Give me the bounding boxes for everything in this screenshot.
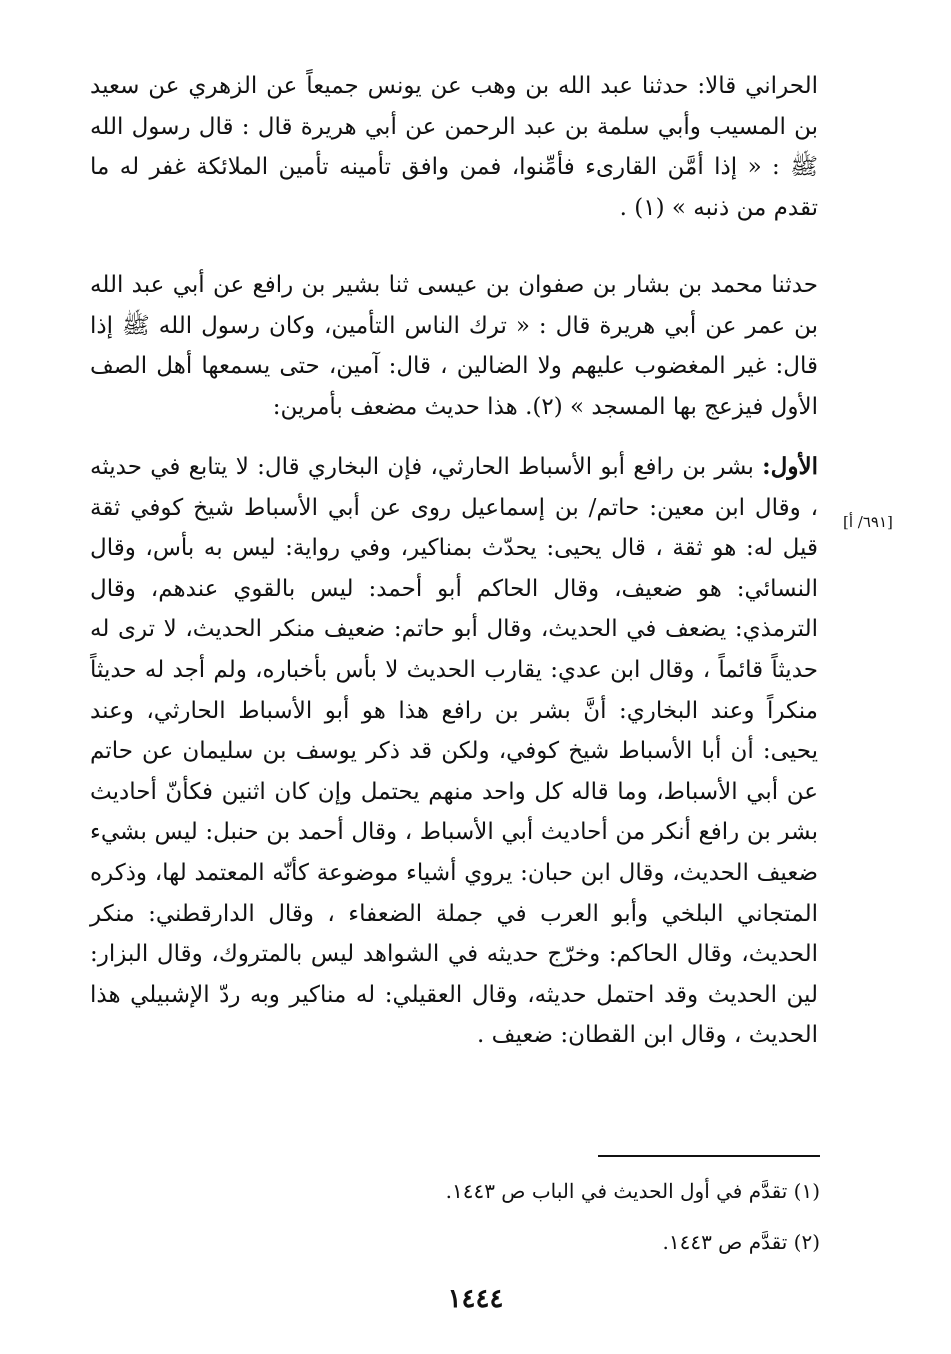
paragraph-1 [90,66,818,228]
footnote-2: (٢) تقدَّم ص ١٤٤٣. [662,1230,820,1254]
footnote-divider [598,1155,820,1157]
manuscript-folio-marker: [٦٩١/ أ] [843,513,893,531]
paragraph-2 [90,265,818,427]
footnote-1: (١) تقدَّم في أول الحديث في الباب ص ١٤٤٣. [445,1179,820,1203]
paragraph-text: الحراني قالا: حدثنا عبد الله بن وهب عن يونس جميعاً عن الزهري عن سعيد بن المسيب وأبي سلمة بن عبد الرحمن عن أبي هريرة قال : قال رسول الله ﷺ : « إذا أمَّن القارىء فأمِّنوا، فمن وافق تأمينه تأمين الملائكة غفر له ما تقدم من ذنبه » (١) . [90,73,818,221]
paragraph-lead: الأول: [762,453,818,480]
paragraph-text: بشر بن رافع أبو الأسباط الحارثي، فإن البخاري قال: لا يتابع في حديثه ، وقال ابن معين: حاتم/ بن إسماعيل روى عن أبي الأسباط شيخ كوفي ثقة قيل له: هو ثقة ، قال يحيى: يحدّث بمناكير، وفي رواية: ليس به بأس، وقال النسائي: هو ضعيف، وقال الحاكم أبو أحمد: ليس بالقوي عندهم، وقال الترمذي: يضعف في الحديث، وقال أبو حاتم: ضعيف منكر الحديث، لا ترى له حديثاً قائماً ، وقال ابن عدي: يقارب الحديث لا بأس بأخباره، ولم أجد له حديثاً منكراً وعند البخاري: أنَّ بشر بن رافع هذا هو أبو الأسباط الحارثي، وعند يحيى: أن أبا الأسباط شيخ كوفي، ولكن قد ذكر يوسف بن سليمان عن حاتم عن أبي الأسباط، وما قاله كل واحد منهم يحتمل وإن كان اثنين فكأنّ أحاديث بشر بن رافع أنكر من أحاديث أبي الأسباط ، وقال أحمد بن حنبل: ليس بشيء ضعيف الحديث، وقال ابن حبان: يروي أشياء موضوعة كأنّه المعتمد لها، وذكره المتجاني البلخي وأبو العرب في جملة الضعفاء ، وقال الدارقطني: منكر الحديث، وقال الحاكم: وخرّج حديثه في الشواهد ليس بالمتروك، وقال البزار: لين الحديث وقد احتمل حديثه، وقال العقيلي: له مناكير وبه ردّ الإشبيلي هذا الحديث ، وقال ابن القطان: ضعيف . [90,454,819,1049]
paragraph-3 [90,447,818,1056]
paragraph-text: حدثنا محمد بن بشار بن صفوان بن عيسى ثنا بشير بن رافع عن أبي عبد الله بن عمر عن أبي هريرة قال : « ترك الناس التأمين، وكان رسول الله ﷺ إذا قال: غير المغضوب عليهم ولا الضالين ، قال: آمين، حتى يسمعها أهل الصف الأول فيزعج بها المسجد » (٢). هذا حديث مضعف بأمرين: [90,272,818,420]
page-number: ١٤٤٤ [447,1284,504,1314]
